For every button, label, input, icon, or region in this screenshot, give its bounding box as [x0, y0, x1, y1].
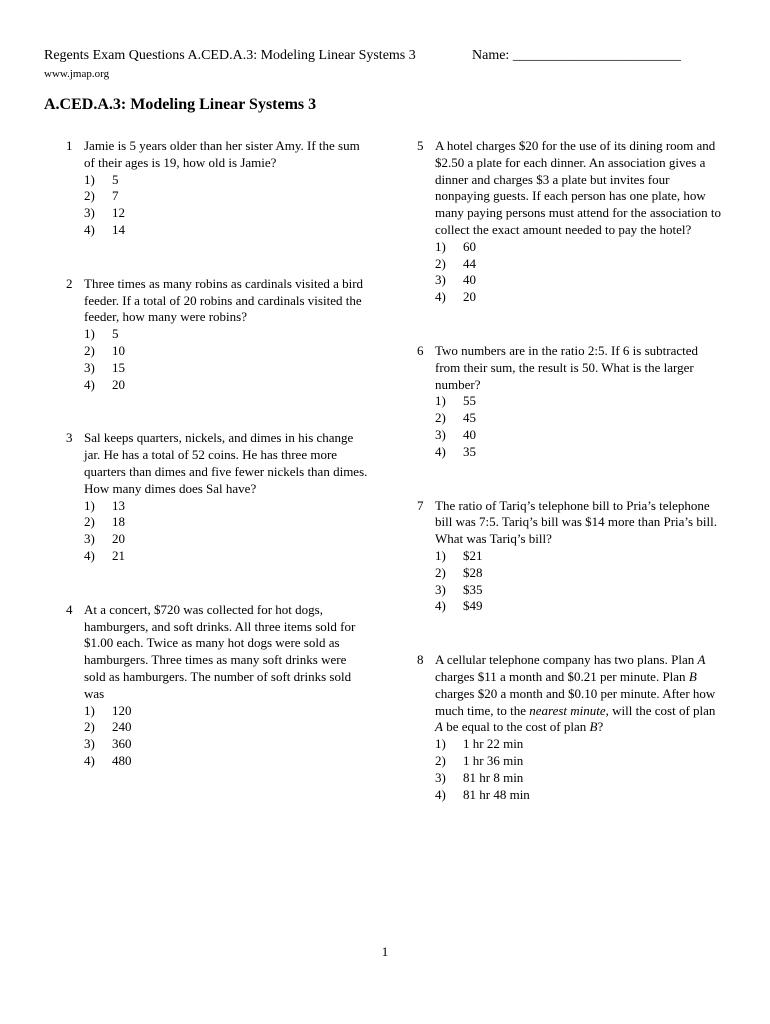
answer-choice [435, 256, 722, 273]
choice-value: 480 [112, 752, 132, 768]
choice-number: 2) [435, 752, 446, 768]
question-body [435, 498, 722, 616]
question-body [84, 276, 371, 394]
text-segment: charges $20 a month and $0.10 per minute. After how much time, to the [435, 685, 716, 718]
question-body [84, 430, 371, 564]
choice-value: 7 [112, 188, 119, 204]
choice-value: $28 [463, 564, 483, 580]
document-title: Regents Exam Questions A.CED.A.3: Modeling Linear Systems 3 [44, 48, 416, 63]
choice-number: 4) [435, 786, 446, 802]
question-text: The ratio of Tariq’s telephone bill to Pria’s telephone bill was 7:5. Tariq’s bill was $14 more than Pria’s bill. What was Tariq’s bill? [435, 497, 717, 547]
choice-value: 120 [112, 702, 132, 718]
question-number: 8 [417, 652, 424, 668]
choice-value: 360 [112, 736, 132, 752]
answer-choices [84, 703, 371, 770]
answer-choice [435, 582, 722, 599]
answer-choices [435, 239, 722, 306]
question-number: 1 [66, 138, 73, 153]
answer-choice [84, 736, 371, 753]
choice-value: 35 [463, 443, 476, 459]
answer-choice [84, 172, 371, 189]
choice-number: 3) [84, 736, 95, 752]
choice-value: 5 [112, 171, 119, 187]
choice-value: 13 [112, 497, 125, 513]
answer-choice [435, 770, 722, 787]
question-body [435, 138, 722, 306]
choice-number: 1) [435, 736, 446, 752]
answer-choices [84, 172, 371, 239]
choice-value: 5 [112, 326, 119, 342]
answer-choice [435, 736, 722, 753]
left-column [66, 138, 371, 770]
header-line [44, 48, 744, 64]
question-1 [66, 138, 371, 239]
choice-number: 3) [435, 581, 446, 597]
question-number: 5 [417, 138, 424, 153]
choice-value: 20 [112, 531, 125, 547]
italic-text: B [589, 719, 598, 735]
answer-choices [435, 736, 722, 803]
question-2 [66, 276, 371, 394]
choice-number: 1) [435, 393, 446, 409]
choice-value: 15 [112, 359, 125, 375]
answer-choice [84, 548, 371, 565]
answer-choice [84, 326, 371, 343]
choice-value: 81 hr 8 min [463, 769, 524, 785]
choice-number: 1) [84, 326, 95, 342]
text-segment: charges $11 a month and $0.21 per minute. Plan [435, 668, 689, 684]
choice-value: 60 [463, 238, 476, 254]
choice-number: 3) [435, 769, 446, 785]
answer-choice [435, 444, 722, 461]
name-field-label: Name: ________________________ [472, 48, 681, 63]
choice-number: 1) [84, 171, 95, 187]
website-label: www.jmap.org [44, 68, 110, 80]
question-text: Sal keeps quarters, nickels, and dimes in his change jar. He has a total of 52 coins. He has three more quarters than dimes and five fewer nickels than dimes. How many dimes does Sal have? [84, 430, 368, 496]
page-header [44, 48, 744, 80]
question-body [84, 602, 371, 770]
choice-number: 4) [84, 547, 95, 563]
question-number: 2 [66, 275, 73, 291]
question-body [84, 138, 371, 239]
choice-number: 4) [435, 598, 446, 614]
choice-value: 55 [463, 393, 476, 409]
answer-choice [84, 703, 371, 720]
answer-choices [84, 326, 371, 393]
text-segment: be equal to the cost of plan [442, 719, 590, 735]
page-number: 1 [381, 944, 389, 959]
answer-choice [84, 188, 371, 205]
choice-number: 2) [435, 255, 446, 271]
question-6 [417, 343, 722, 461]
question-3 [66, 430, 371, 564]
choice-value: $35 [463, 581, 483, 597]
choice-number: 2) [84, 188, 95, 204]
choice-number: 4) [435, 289, 446, 305]
question-text: Three times as many robins as cardinals visited a bird feeder. If a total of 20 robins and cardinals visited the feeder, how many were robins? [84, 275, 364, 325]
choice-value: 40 [463, 426, 476, 442]
answer-choice [435, 565, 722, 582]
choice-number: 3) [84, 205, 95, 221]
question-number: 4 [66, 601, 73, 617]
choice-number: 4) [435, 443, 446, 459]
question-text: Jamie is 5 years older than her sister Amy. If the sum of their ages is 19, how old is Jamie? [84, 138, 360, 170]
choice-number: 2) [84, 514, 95, 530]
choice-number: 3) [435, 426, 446, 442]
answer-choice [84, 498, 371, 515]
answer-choices [84, 498, 371, 565]
choice-number: 3) [84, 359, 95, 375]
answer-choice [84, 343, 371, 360]
question-7 [417, 498, 722, 616]
answer-choice [435, 548, 722, 565]
choice-number: 1) [435, 547, 446, 563]
answer-choice [435, 427, 722, 444]
answer-choice [84, 360, 371, 377]
right-column [417, 138, 722, 803]
italic-text: nearest minute [529, 702, 606, 718]
question-number: 7 [417, 497, 424, 513]
question-text: A hotel charges $20 for the use of its dining room and $2.50 a plate for each dinner. An association gives a dinner and charges $3 a plate but invites four nonpaying guests. If each person has one plate, how many paying persons must attend for the association to collect the exact amount needed to pay the hotel? [435, 138, 721, 237]
answer-choice [84, 222, 371, 239]
question-5 [417, 138, 722, 306]
question-text: At a concert, $720 was collected for hot dogs, hamburgers, and soft drinks. All three items sold for $1.00 each. Twice as many hot dogs were sold as hamburgers. Three times as many soft drinks were sold as hamburgers. The number of soft drinks sold was [84, 601, 356, 701]
question-number: 6 [417, 342, 424, 358]
answer-choice [84, 531, 371, 548]
choice-value: 44 [463, 255, 476, 271]
page-heading: A.CED.A.3: Modeling Linear Systems 3 [44, 96, 317, 113]
choice-number: 4) [84, 221, 95, 237]
choice-number: 3) [84, 531, 95, 547]
choice-number: 1) [84, 497, 95, 513]
choice-number: 4) [84, 752, 95, 768]
choice-value: 21 [112, 547, 125, 563]
text-segment: ? [597, 719, 604, 735]
choice-value: 81 hr 48 min [463, 786, 530, 802]
question-body [435, 343, 722, 461]
choice-number: 1) [84, 702, 95, 718]
answer-choice [435, 787, 722, 804]
italic-text: A [697, 652, 706, 668]
answer-choices [435, 393, 722, 460]
answer-choice [435, 410, 722, 427]
answer-choice [84, 377, 371, 394]
choice-value: $21 [463, 547, 483, 563]
italic-text: A [435, 719, 443, 735]
choice-value: 14 [112, 221, 125, 237]
choice-value: 40 [463, 272, 476, 288]
choice-number: 1) [435, 238, 446, 254]
choice-number: 2) [435, 564, 446, 580]
question-number: 3 [66, 430, 73, 446]
choice-number: 2) [435, 410, 446, 426]
choice-value: 20 [463, 289, 476, 305]
choice-value: 20 [112, 376, 125, 392]
answer-choice [435, 753, 722, 770]
answer-choice [435, 239, 722, 256]
question-8 [417, 652, 722, 803]
answer-choice [435, 598, 722, 615]
answer-choice [84, 205, 371, 222]
choice-value: 1 hr 36 min [463, 752, 524, 768]
choice-value: 240 [112, 719, 132, 735]
text-segment: A cellular telephone company has two plans. Plan [435, 652, 698, 668]
text-segment: , will the cost of plan [605, 702, 716, 718]
choice-value: 45 [463, 410, 476, 426]
question-body [435, 652, 722, 803]
choice-value: 1 hr 22 min [463, 736, 524, 752]
answer-choice [84, 514, 371, 531]
answer-choice [84, 753, 371, 770]
choice-value: 18 [112, 514, 125, 530]
answer-choice [435, 272, 722, 289]
italic-text: B [688, 668, 697, 684]
choice-value: 12 [112, 205, 125, 221]
choice-number: 3) [435, 272, 446, 288]
answer-choice [435, 289, 722, 306]
answer-choices [435, 548, 722, 615]
choice-value: $49 [463, 598, 483, 614]
answer-choice [435, 393, 722, 410]
question-4 [66, 602, 371, 770]
question-text: Two numbers are in the ratio 2:5. If 6 is subtracted from their sum, the result is 50. What is the larger number? [435, 342, 698, 392]
choice-number: 2) [84, 719, 95, 735]
question-text [435, 652, 722, 736]
choice-number: 2) [84, 342, 95, 358]
answer-choice [84, 719, 371, 736]
choice-number: 4) [84, 376, 95, 392]
choice-value: 10 [112, 342, 125, 358]
